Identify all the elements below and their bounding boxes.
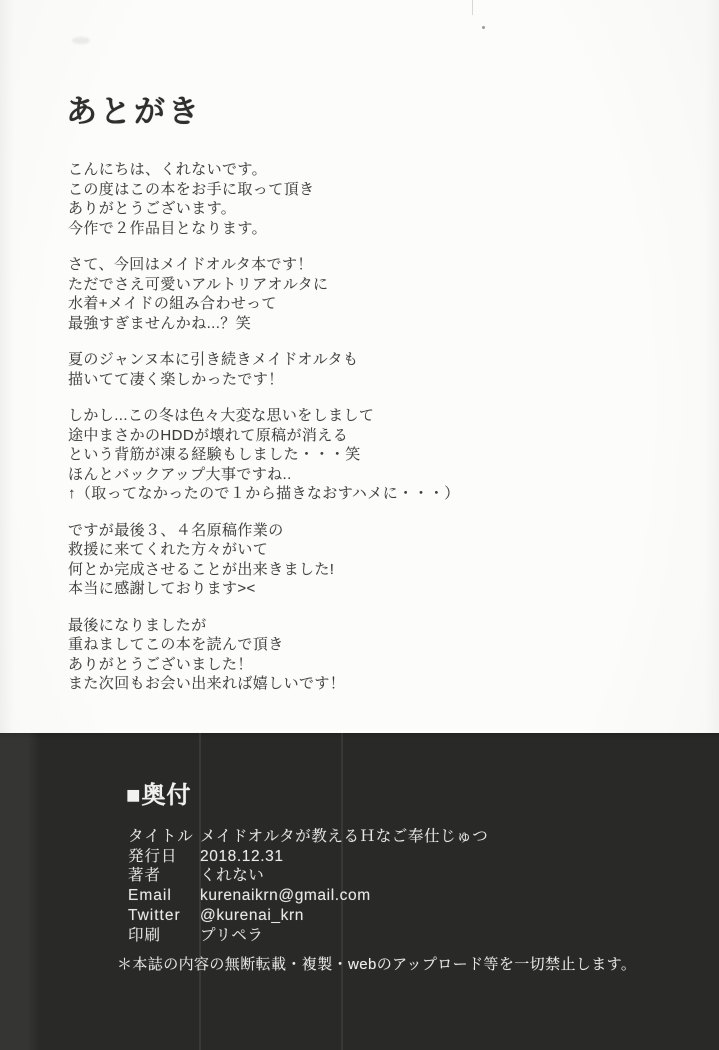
colophon-row	[128, 847, 488, 867]
colophon-row	[128, 926, 488, 946]
text-line: 重ねましてこの本を読んで頂き	[68, 636, 284, 653]
colophon-label: 発行日	[128, 847, 178, 865]
colophon-row	[128, 866, 488, 886]
scan-smudge	[72, 37, 90, 44]
text-line: 最強すぎませんかね...？笑	[68, 314, 252, 332]
text-line: ↑（取ってなかったので１から描きなおすハメに・・・）	[68, 485, 460, 502]
text-line: 途中まさかのHDDが壊れて原稿が消える	[68, 426, 349, 444]
colophon-row	[128, 886, 488, 906]
text-line: 最後になりましたが	[68, 616, 207, 634]
colophon-label: 印刷	[128, 926, 162, 944]
colophon-row	[128, 827, 488, 847]
text-line: 何とか完成させることが出来きました!	[68, 560, 335, 578]
colophon-label: 著者	[128, 867, 162, 885]
text-line: また次回もお会い出来れば嬉しいです！	[68, 675, 346, 692]
colophon-table	[128, 827, 488, 945]
colophon-value: くれない	[200, 867, 265, 885]
colophon-label: Twitter	[128, 906, 181, 924]
text-line: 水着+メイドの組み合わせって	[68, 295, 277, 312]
text-line: ただでさえ可愛いアルトリアオルタに	[68, 275, 329, 293]
colophon-row	[128, 906, 488, 926]
scan-dot	[482, 26, 485, 29]
text-line: 救援に来てくれた方々がいて	[68, 541, 269, 558]
colophon-value: kurenaikrn@gmail.com	[200, 887, 371, 905]
copyright-warning: ＊本誌の内容の無断転載・複製・webのアップロード等を一切禁止します。	[117, 956, 637, 973]
text-line: ありがとうございました！	[68, 655, 253, 673]
afterword-paragraph	[68, 616, 588, 694]
text-line: ありがとうございます。	[68, 200, 237, 217]
text-line: 描いてて凄く楽しかったです！	[68, 370, 284, 388]
colophon-label: タイトル	[128, 828, 194, 845]
afterword-paragraph	[68, 160, 588, 238]
text-line: 本当に感謝しております><	[68, 580, 256, 597]
page-title: あとがき	[66, 94, 202, 129]
afterword-paragraph	[68, 350, 588, 389]
afterword-paragraph	[68, 521, 588, 599]
text-line: ですが最後３、４名原稿作業の	[68, 521, 284, 539]
colophon-value: プリペラ	[200, 926, 264, 944]
scan-edge-line	[472, 0, 473, 15]
text-line: ほんとバックアップ大事ですね..	[68, 465, 292, 483]
colophon-label: Email	[128, 887, 172, 905]
colophon-value: メイドオルタが教えるＨなご奉仕じゅつ	[200, 828, 489, 845]
colophon-heading: ■奥付	[126, 782, 192, 809]
colophon-value: 2018.12.31	[200, 847, 284, 865]
colophon	[0, 733, 719, 1050]
text-line: しかし...この冬は色々大変な思いをしまして	[68, 407, 375, 424]
afterword-body	[68, 160, 588, 711]
text-line: さて、今回はメイドオルタ本です！	[68, 256, 313, 273]
text-line: 今作で２作品目となります。	[68, 219, 268, 237]
text-line: 夏のジャンヌ本に引き続きメイドオルタも	[68, 351, 359, 368]
text-line: こんにちは、くれないです。	[68, 161, 268, 178]
afterword-paragraph	[68, 406, 588, 504]
colophon-value: @kurenai_krn	[200, 906, 304, 924]
text-line: という背筋が凍る経験もしました・・・笑	[68, 446, 361, 463]
afterword-paragraph	[68, 255, 588, 333]
text-line: この度はこの本をお手に取って頂き	[68, 180, 315, 198]
